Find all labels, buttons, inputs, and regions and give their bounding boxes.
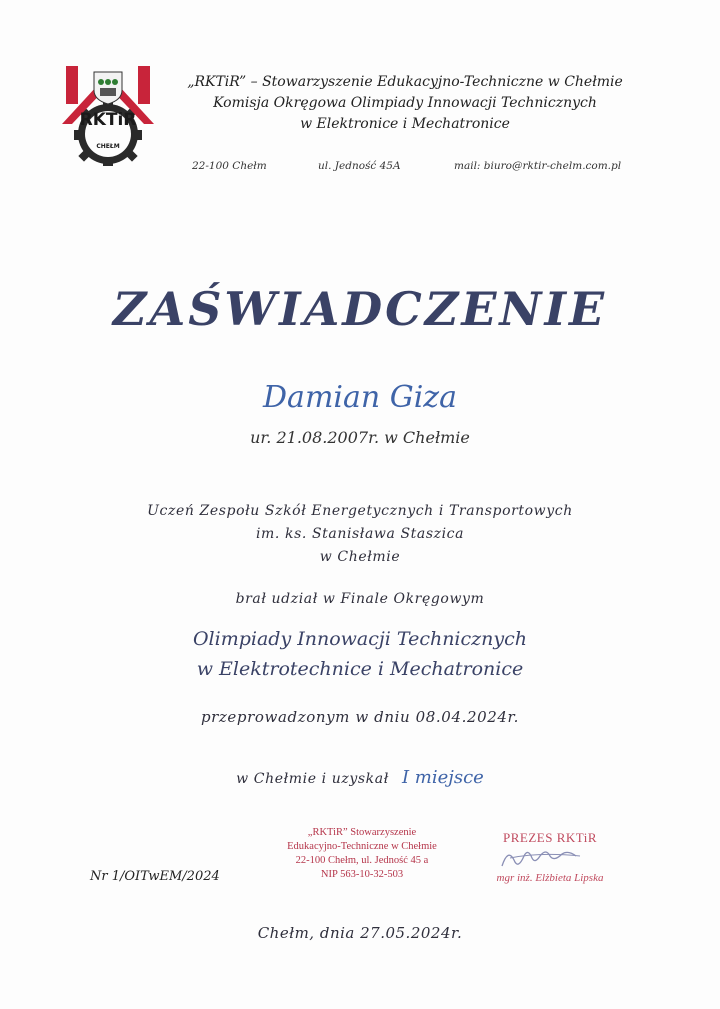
issue-date: Chełm, dnia 27.05.2024r. [257, 924, 463, 942]
president-signature [480, 846, 620, 872]
rktir-logo [56, 62, 160, 166]
stamp-line-1: „RKTiR” Stowarzyszenie [307, 827, 417, 838]
school-line-2: im. ks. Stanisława Staszica [255, 526, 465, 542]
certificate-title: ZAŚWIADCZENIE [112, 282, 608, 336]
president-stamp [480, 830, 620, 884]
olympiad-name-line-2: w Elektrotechnice i Mechatronice [196, 658, 524, 680]
result-lead: w Chełmie i uzyskał [236, 771, 389, 787]
logo-text: RKTiR [79, 110, 137, 130]
recipient-name: Damian Giza [263, 380, 457, 415]
president-title: PREZES RKTiR [502, 830, 598, 845]
header-line-2: Komisja Okręgowa Olimpiady Innowacji Technicznych [213, 95, 597, 111]
result-place: I miejsce [401, 767, 484, 788]
school-line-1: Uczeń Zespołu Szkół Energetycznych i Transportowych [147, 503, 573, 519]
address-city: 22-100 Chełm [192, 160, 267, 172]
held-date-text: przeprowadzonym w dniu 08.04.2024r. [200, 708, 520, 726]
birth-info: ur. 21.08.2007r. w Chełmie [250, 428, 470, 447]
logo-city: CHEŁM [96, 143, 120, 150]
header-line-1: „RKTiR” – Stowarzyszenie Edukacyjno-Techniczne w Chełmie [187, 74, 623, 90]
president-name: mgr inż. Elżbieta Lipska [496, 872, 604, 884]
participation-text: brał udział w Finale Okręgowym [235, 591, 485, 607]
stamp-line-2: Edukacyjno-Techniczne w Chełmie [287, 841, 437, 852]
address-mail: mail: biuro@rktir-chelm.com.pl [454, 160, 622, 172]
organization-stamp [262, 826, 462, 882]
certificate-number: Nr 1/OITwEM/2024 [90, 869, 220, 884]
stamp-line-4: NIP 563-10-32-503 [320, 869, 404, 880]
address-street: ul. Jedność 45A [318, 160, 401, 172]
header-line-3: w Elektronice i Mechatronice [300, 116, 510, 132]
result-line [0, 767, 720, 788]
olympiad-name-line-1: Olimpiady Innowacji Technicznych [192, 628, 528, 650]
school-line-3: w Chełmie [319, 549, 401, 565]
stamp-line-3: 22-100 Chełm, ul. Jedność 45 a [295, 855, 429, 866]
